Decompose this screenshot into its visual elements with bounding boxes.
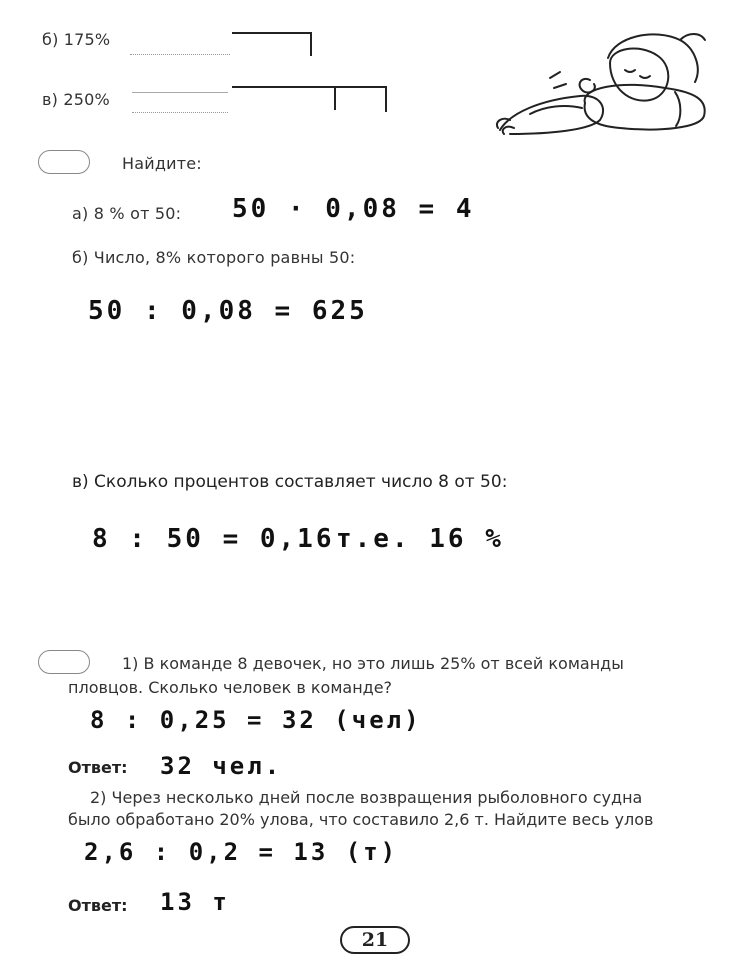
answer-label-2: Ответ: bbox=[68, 896, 128, 915]
task-find-b-solution: 50 : 0,08 = 625 bbox=[88, 296, 368, 326]
task-find-b-label: б) Число, 8% которого равны 50: bbox=[72, 248, 356, 267]
task-team-q2-solution: 2,6 : 0,2 = 13 (т) bbox=[84, 838, 399, 866]
task-team-q1-solution: 8 : 0,25 = 32 (чел) bbox=[90, 706, 422, 734]
task-team-q1-line2: пловцов. Сколько человек в команде? bbox=[68, 678, 393, 697]
bar-v-top-line bbox=[232, 86, 387, 88]
bar-b-label: б) 175% bbox=[42, 30, 111, 49]
task-team-q2-line1: 2) Через несколько дней после возвращения рыболовного судна bbox=[90, 788, 643, 807]
task-find-a-label: а) 8 % от 50: bbox=[72, 204, 182, 223]
task-team-q2-line2: было обработано 20% улова, что составило 2,6 т. Найдите весь улов bbox=[68, 810, 654, 829]
answer-label-1: Ответ: bbox=[68, 758, 128, 777]
bar-b-top-line bbox=[232, 32, 312, 34]
task-team-q1-line1: 1) В команде 8 девочек, но это лишь 25% от всей команды bbox=[122, 654, 624, 673]
bar-v-end-tick bbox=[385, 86, 387, 112]
bar-v-dotted bbox=[132, 112, 228, 113]
bar-v-mid-tick bbox=[334, 86, 336, 110]
bar-v-line-left bbox=[132, 92, 228, 93]
bar-v-label: в) 250% bbox=[42, 90, 110, 109]
task-team-number bbox=[38, 650, 90, 678]
task-find-title: Найдите: bbox=[122, 154, 202, 173]
task-team-q2-answer: 13 т bbox=[160, 888, 230, 916]
task-find-a-solution: 50 · 0,08 = 4 bbox=[232, 194, 475, 224]
task-find-v-label: в) Сколько процентов составляет число 8 от 50: bbox=[72, 472, 508, 492]
task-find-v-solution-tail: т.е. 16 % bbox=[336, 524, 504, 554]
bar-b-dotted bbox=[130, 54, 230, 55]
bar-b-end-tick bbox=[310, 32, 312, 56]
task-find-number bbox=[38, 150, 90, 178]
task-find-v-solution: 8 : 50 = 0,16 bbox=[92, 524, 335, 554]
sleeping-child-illustration bbox=[490, 18, 720, 136]
page-number: 21 bbox=[340, 926, 410, 954]
task-team-q1-answer: 32 чел. bbox=[160, 752, 283, 780]
